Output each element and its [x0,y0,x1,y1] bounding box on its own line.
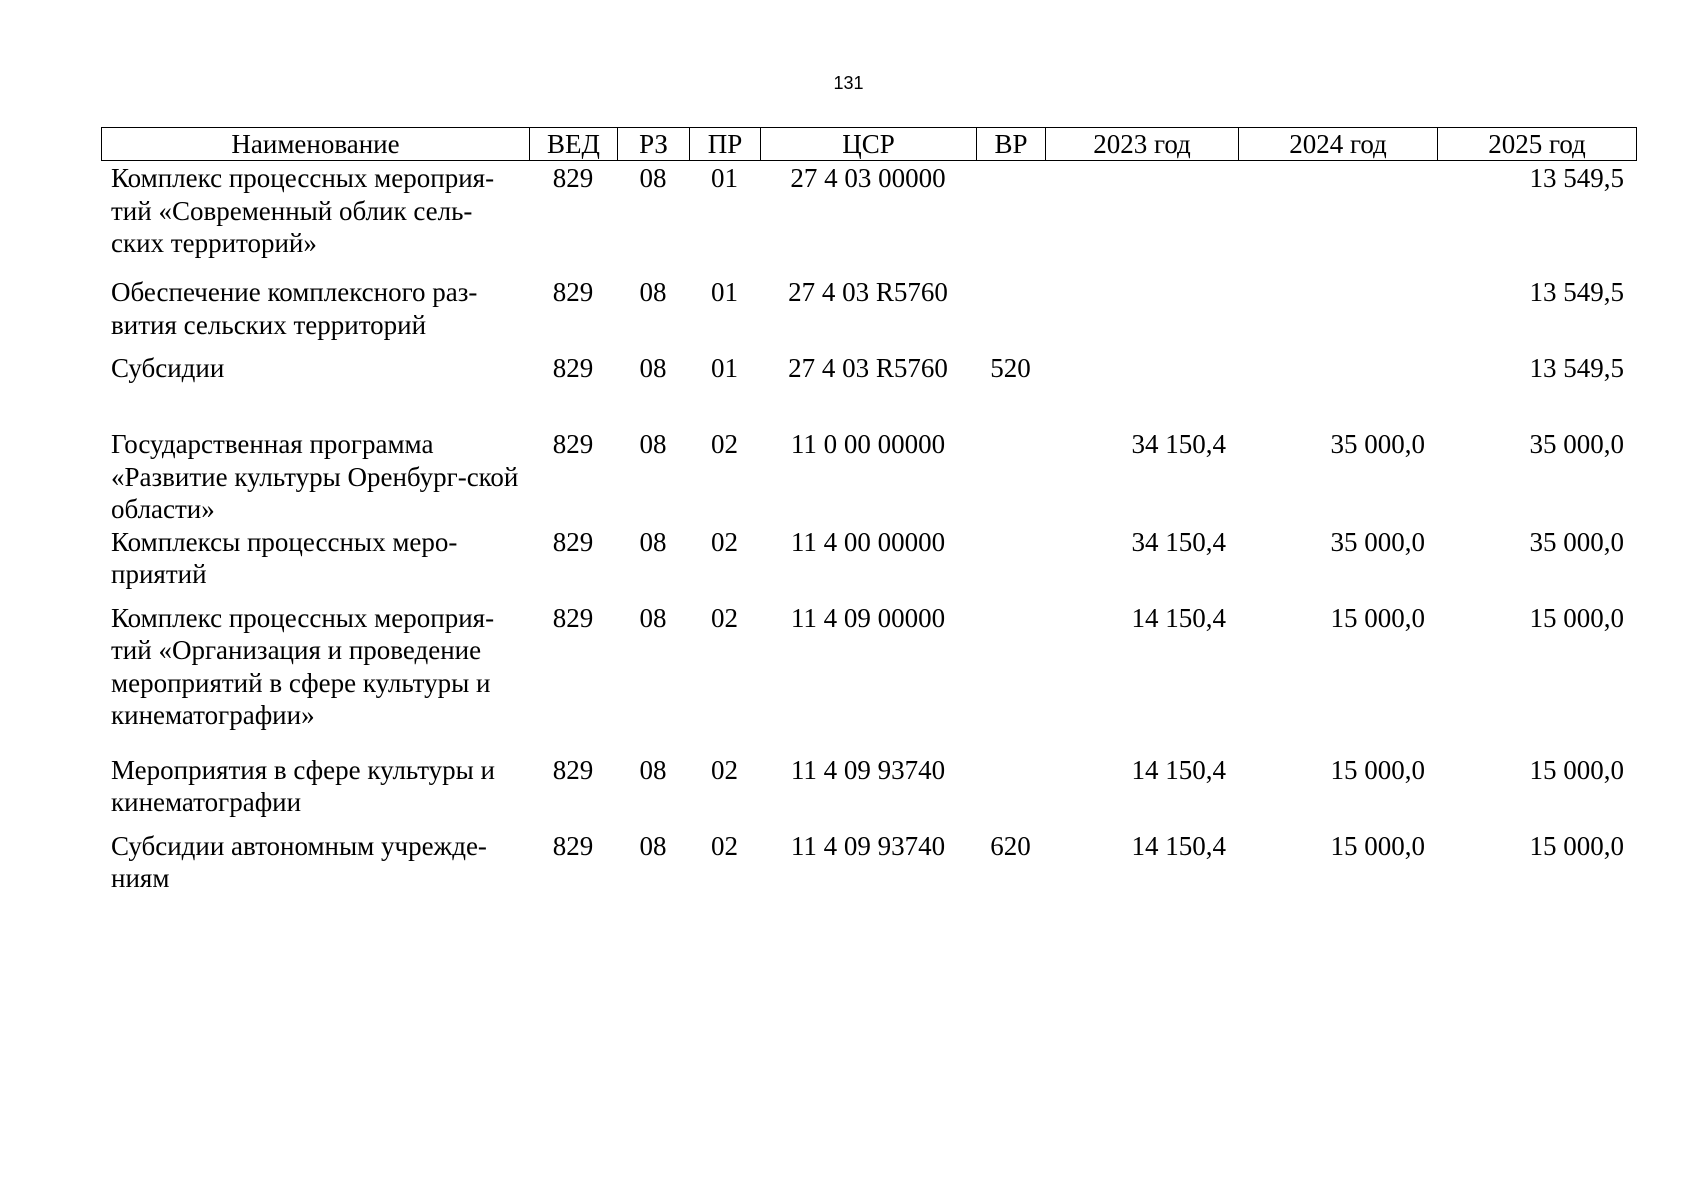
cell-name: Мероприятия в сфере культуры и кинематографии [111,754,495,817]
cell-csr: 27 4 03 R5760 [788,277,948,307]
header-ved: ВЕД [530,128,618,161]
table-row [101,602,1636,754]
table-row [101,162,1636,276]
cell-vr [976,162,1045,276]
cell-2023 [1045,276,1238,352]
cell-2025: 13 549,5 [1529,353,1624,383]
cell-pr: 01 [711,277,738,307]
cell-vr [976,602,1045,754]
cell-rz: 08 [639,830,667,861]
cell-2023: 34 150,4 [1131,526,1226,557]
cell-vr [976,428,1045,526]
cell-ved: 829 [552,163,594,193]
cell-vr: 620 [990,830,1031,861]
header-pr: ПР [690,128,761,161]
cell-name: Комплексы процессных меро-приятий [111,526,458,589]
cell-name: Обеспечение комплексного раз-вития сельских территорий [111,277,478,340]
cell-rz: 08 [639,277,667,307]
cell-2025: 15 000,0 [1529,602,1624,633]
cell-2023: 34 150,4 [1131,429,1226,459]
cell-csr: 11 4 00 00000 [790,526,946,557]
cell-pr: 01 [711,163,738,193]
table-row [101,830,1636,906]
cell-2024 [1238,276,1437,352]
cell-pr: 02 [711,602,738,633]
cell-rz: 08 [639,526,667,557]
cell-2025: 35 000,0 [1529,526,1624,557]
header-vr: ВР [977,128,1046,161]
cell-name: Субсидии автономным учрежде-ниям [111,830,487,893]
cell-csr: 11 0 00 00000 [790,429,946,459]
cell-2023 [1045,352,1238,428]
cell-2025: 13 549,5 [1529,277,1624,307]
cell-vr: 520 [990,353,1031,383]
page-number: 131 [833,73,864,93]
cell-ved: 829 [552,526,594,557]
cell-csr: 27 4 03 R5760 [788,353,948,383]
header-2025: 2025 год [1438,128,1637,161]
cell-2025: 35 000,0 [1529,429,1624,459]
cell-name: Комплекс процессных мероприя-тий «Организация и проведение мероприятий в сфере культуры и кинематографии» [111,602,495,730]
cell-rz: 08 [639,353,667,383]
cell-pr: 02 [711,526,738,557]
cell-rz: 08 [639,754,667,785]
header-csr: ЦСР [761,128,977,161]
cell-vr [976,754,1045,830]
table-row [101,428,1636,526]
cell-vr [976,526,1045,602]
cell-ved: 829 [552,429,594,459]
header-rz: РЗ [618,128,690,161]
table-row [101,276,1636,352]
cell-2024: 35 000,0 [1330,429,1425,459]
cell-ved: 829 [552,830,594,861]
table-header [101,127,1637,161]
cell-2024: 15 000,0 [1330,602,1425,633]
table-row [101,352,1636,428]
budget-table [101,162,1636,906]
cell-2024 [1238,352,1437,428]
cell-pr: 02 [711,754,738,785]
cell-rz: 08 [639,163,667,193]
table-row [101,526,1636,602]
cell-csr: 11 4 09 93740 [790,830,946,861]
cell-name: Субсидии [111,353,225,383]
cell-csr: 11 4 09 93740 [790,754,946,785]
cell-pr: 01 [711,353,738,383]
cell-ved: 829 [552,353,594,383]
cell-2025: 15 000,0 [1529,830,1624,861]
table-row [101,754,1636,830]
cell-csr: 11 4 09 00000 [790,602,946,633]
cell-rz: 08 [639,602,667,633]
cell-vr [976,276,1045,352]
cell-2024: 15 000,0 [1330,754,1425,785]
cell-2024: 35 000,0 [1330,526,1425,557]
cell-csr: 27 4 03 00000 [790,163,946,193]
cell-ved: 829 [552,754,594,785]
cell-2025: 15 000,0 [1529,754,1624,785]
header-2023: 2023 год [1046,128,1239,161]
cell-2025: 13 549,5 [1529,163,1624,193]
cell-rz: 08 [639,429,667,459]
cell-2023: 14 150,4 [1131,602,1226,633]
cell-2024: 15 000,0 [1330,830,1425,861]
cell-2024 [1238,162,1437,276]
cell-pr: 02 [711,429,738,459]
cell-2023: 14 150,4 [1131,830,1226,861]
cell-ved: 829 [552,277,594,307]
cell-pr: 02 [711,830,738,861]
cell-name: Государственная программа «Развитие культуры Оренбург-ской области» [111,429,519,524]
cell-name: Комплекс процессных мероприя-тий «Современный облик сель-ских территорий» [111,163,495,258]
cell-ved: 829 [552,602,594,633]
header-name: Наименование [102,128,530,161]
cell-2023 [1045,162,1238,276]
header-2024: 2024 год [1239,128,1438,161]
cell-2023: 14 150,4 [1131,754,1226,785]
